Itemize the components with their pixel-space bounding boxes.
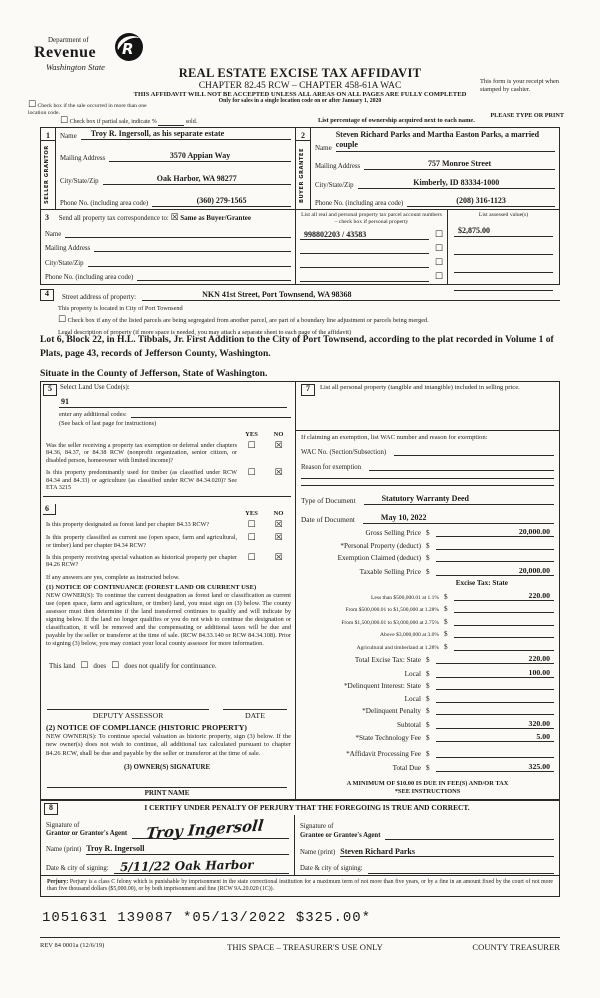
tax-column xyxy=(296,382,559,799)
same-as-buyer-checkbox[interactable]: ☒ xyxy=(170,213,179,223)
corr-mailing-field[interactable] xyxy=(94,243,291,252)
doc-date-label: Date of Document xyxy=(301,514,355,524)
q-exemption-no-checkbox[interactable]: ☒ xyxy=(274,440,283,451)
rate-tier4-field[interactable] xyxy=(454,629,554,638)
please-type-note: PLEASE TYPE OR PRINT xyxy=(490,112,564,119)
dollar-sign: $ xyxy=(426,750,430,759)
assessed-field-1[interactable]: $2,875.00 xyxy=(454,227,553,237)
party-row xyxy=(41,128,559,210)
additional-codes-label: enter any additional codes: xyxy=(59,410,127,418)
grantee-date-label: Date & city of signing: xyxy=(300,865,363,873)
taxable-price-field[interactable]: 20,000.00 xyxy=(436,566,554,576)
partial-sale-checkbox[interactable]: ☐ xyxy=(60,116,69,126)
personal-property-blank-area[interactable] xyxy=(301,396,554,430)
corr-city-field[interactable] xyxy=(88,258,291,267)
receipt-note: This form is your receipt when stamped by cashier. xyxy=(480,78,559,93)
buyer-city-field[interactable]: Kimberly, ID 83334-1000 xyxy=(358,179,555,189)
tech-fee-field[interactable]: 5.00 xyxy=(436,732,554,742)
wac-label: WAC No. (Section/Subsection) xyxy=(301,448,387,456)
parcel-field-1[interactable]: 998802203 / 43583 xyxy=(300,231,429,241)
doc-date-field[interactable]: May 10, 2022 xyxy=(363,514,554,524)
rate-tier3-label: From $1,500,000.01 to $3,000,000 at 2.75% xyxy=(341,619,439,626)
dollar-sign: $ xyxy=(426,720,430,729)
certify-text: I CERTIFY UNDER PENALTY OF PERJURY THAT THE FOREGOING IS TRUE AND CORRECT. xyxy=(144,803,470,812)
grantee-signature-column xyxy=(295,815,559,875)
does-not-qualify-checkbox[interactable]: ☐ xyxy=(111,660,120,671)
exemption-deduct-field[interactable] xyxy=(436,553,554,562)
total-excise-local-label: Local xyxy=(404,669,421,678)
certification-box xyxy=(40,800,560,897)
seller-name-field[interactable]: Troy R. Ingersoll, as his separate estate xyxy=(81,130,291,140)
see-back-note: (See back of last page for instructions) xyxy=(59,419,157,427)
corr-name-field[interactable] xyxy=(65,229,291,238)
grantor-signature-column xyxy=(41,815,295,875)
reason-field[interactable] xyxy=(369,462,554,471)
personal-property-label: List all personal property (tangible and intangible) included in selling price. xyxy=(320,384,520,391)
dollar-sign: $ xyxy=(426,669,430,678)
delinquent-penalty-field[interactable] xyxy=(436,706,554,715)
svg-text:R: R xyxy=(122,40,134,58)
corr-name-label: Name xyxy=(45,230,62,238)
section8-number: 8 xyxy=(44,803,58,815)
buyer-city-label: City/State/Zip xyxy=(315,181,354,189)
q-exemption-yes-checkbox[interactable]: ☐ xyxy=(247,440,256,451)
continuance-prefix: This land xyxy=(49,662,76,671)
grantor-date-field[interactable] xyxy=(114,857,289,875)
question-historical: Is this property receiving special valuation as historical property per chapter 84.26 RCW? xyxy=(46,553,237,569)
excise-tax-state-header: Excise Tax: State xyxy=(455,579,508,588)
exemption-deduct-label: Exemption Claimed (deduct) xyxy=(337,554,421,563)
partial-sale-percent-field[interactable] xyxy=(158,117,184,126)
buyer-number: 2 xyxy=(296,128,310,141)
taxable-price-label: Taxable Selling Price xyxy=(359,567,421,576)
buyer-rail xyxy=(296,128,311,209)
does-qualify-checkbox[interactable]: ☐ xyxy=(80,660,89,671)
subtotal-field[interactable]: 320.00 xyxy=(436,719,554,729)
question-timber: Is this property predominantly used for timber (as classified under RCW 84.34 and 84.33) or agriculture (as classified under RCW 84.34.020)? See ETA 3215 xyxy=(46,468,237,492)
assessed-field-2[interactable] xyxy=(454,246,553,255)
legal-description-label: Legal description of property (if more space is needed, you may attach a separate sheet to each page of the affidavit) xyxy=(58,328,352,336)
footer-rule xyxy=(40,937,560,938)
single-location-note: Only for sales in a single location code on or after January 1, 2020 xyxy=(218,98,382,104)
multi-location-label: Check box if the sale occurred in more than one location code. xyxy=(28,103,147,116)
corr-phone-field[interactable] xyxy=(137,272,291,281)
rate-tier2-label: From $500,000.01 to $1,500,000 at 1.28% xyxy=(345,607,439,614)
buyer-grantee-side-label: BUYER GRANTEE xyxy=(299,147,306,203)
subtotal-label: Subtotal xyxy=(397,720,421,729)
reason-extra-line-2[interactable] xyxy=(301,479,554,487)
notice2-title: (2) NOTICE OF COMPLIANCE (HISTORIC PROPERTY) xyxy=(46,722,247,732)
gross-price-label: Gross Selling Price xyxy=(365,529,421,538)
dollar-sign: $ xyxy=(426,682,430,691)
parcel-checkbox-3[interactable]: ☐ xyxy=(434,258,443,269)
multi-location-checkbox-row xyxy=(28,101,148,117)
dollar-sign: $ xyxy=(444,630,448,639)
legal-description: Lot 6, Block 22, in H.L. Tibbals, Jr. First Addition to the City of Port Townsend, according to the plat recorded in Volume 1 of Plats, page 43, records of Jefferson County, Washington. xyxy=(40,334,554,359)
minimum-due-note: A MINIMUM OF $10.00 IS DUE IN FEE(S) AND/OR TAX *SEE INSTRUCTIONS xyxy=(346,779,509,796)
seller-rail xyxy=(41,128,56,209)
rate-tier1-label: Less than $500,000.01 at 1.1% xyxy=(371,594,439,601)
parcel-checkbox-1[interactable]: ☐ xyxy=(434,230,443,241)
revenue-swirl-logo-icon xyxy=(112,32,146,69)
assessed-header: List assessed value(s) xyxy=(478,212,529,218)
wac-field[interactable] xyxy=(394,447,554,456)
correspondence-number: 3 xyxy=(45,213,49,222)
yes-header-5: YES xyxy=(245,430,258,438)
parcel-checkbox-2[interactable]: ☐ xyxy=(434,244,443,255)
form-rev-number: REV 84 0001a (12/6/19) xyxy=(40,942,105,949)
grantor-name-field[interactable]: Troy R. Ingersoll xyxy=(86,845,289,855)
doc-type-label: Type of Document xyxy=(301,495,356,505)
land-use-code-field[interactable]: 91 xyxy=(59,398,287,408)
buyer-phone-label: Phone No. (including area code) xyxy=(315,200,404,207)
section4-number: 4 xyxy=(40,289,54,301)
buyer-mailing-field[interactable]: 757 Monroe Street xyxy=(364,160,555,170)
parcel-header: List all real and personal property tax parcel account numbers – check box if personal property xyxy=(301,212,442,225)
seller-mailing-field[interactable]: 3570 Appian Way xyxy=(109,152,291,162)
total-excise-local-field[interactable]: 100.00 xyxy=(436,668,554,678)
total-excise-state-label: Total Excise Tax: State xyxy=(354,656,421,665)
dept-of-label: Department of xyxy=(48,36,89,44)
notice2-body: NEW OWNER(S): To continue special valuation as historic property, sign (3) below. If the new owner(s) does not wish to continue, all additional tax calculated pursuant to chapter 84.26 RCW, shall be due and payable by the seller or transferor at the time of sale. xyxy=(46,732,291,757)
dollar-sign: $ xyxy=(426,529,430,538)
q-forest-no-checkbox[interactable]: ☒ xyxy=(274,520,283,531)
processing-fee-label: *Affidavit Processing Fee xyxy=(346,750,421,759)
seller-name-label: Name xyxy=(60,131,77,140)
print-name-label: PRINT NAME xyxy=(144,789,190,797)
owner-signature-label: (3) OWNER(S) SIGNATURE xyxy=(124,764,210,771)
q-historical-no-checkbox[interactable]: ☒ xyxy=(274,552,283,563)
grantee-date-field[interactable] xyxy=(368,865,554,874)
dollar-sign: $ xyxy=(426,707,430,716)
continuance-suffix: does not qualify for continuance. xyxy=(124,662,217,671)
corr-mailing-label: Mailing Address xyxy=(45,245,91,252)
multi-location-checkbox[interactable]: ☐ xyxy=(28,100,37,110)
parcel-field-2[interactable] xyxy=(300,245,429,254)
seller-city-label: City/State/Zip xyxy=(60,177,99,185)
seller-mailing-label: Mailing Address xyxy=(60,155,106,163)
personal-deduct-label: *Personal Property (deduct) xyxy=(340,541,421,550)
grantee-name-print-label: Name (print) xyxy=(300,848,336,856)
correspondence-parcel-row xyxy=(41,210,559,284)
tech-fee-label: *State Technology Fee xyxy=(355,734,421,743)
dollar-sign: $ xyxy=(426,567,430,576)
dollar-sign: $ xyxy=(426,763,430,772)
delinquent-interest-local-label: Local xyxy=(404,694,421,703)
reason-extra-line-1[interactable] xyxy=(301,471,554,479)
street-address-field[interactable]: NKN 41st Street, Port Townsend, WA 98368 xyxy=(142,291,560,301)
delinquent-interest-local-field[interactable] xyxy=(436,694,554,703)
grantee-signature-field[interactable] xyxy=(385,831,554,840)
seller-phone-label: Phone No. (including area code) xyxy=(60,199,149,207)
deputy-date-label: DATE xyxy=(245,710,265,720)
located-note: This property is located in City of Port Townsend xyxy=(58,304,183,312)
section7-number: 7 xyxy=(301,384,315,396)
dollar-sign: $ xyxy=(426,656,430,665)
notice1-title: (1) NOTICE OF CONTINUANCE (FOREST LAND OR CURRENT USE) xyxy=(46,584,257,592)
dollar-sign: $ xyxy=(426,734,430,743)
section6 xyxy=(43,496,291,569)
delinquent-interest-state-label: *Delinquent Interest: State xyxy=(343,682,421,691)
partial-sale-checkbox-row xyxy=(60,117,197,126)
parcel-field-4[interactable] xyxy=(300,273,429,282)
form-title-block xyxy=(110,66,490,104)
classification-tax-box xyxy=(40,381,560,800)
segregated-checkbox[interactable]: ☐ xyxy=(58,314,67,325)
party-info-box xyxy=(40,127,560,285)
exemption-intro: If claiming an exemption, list WAC number and reason for exemption: xyxy=(301,433,488,441)
question-exemption: Was the seller receiving a property tax exemption or deferral under chapters 84.36, 84.37, or 84.38 RCW (nonprofit organization, senior citizen, or disabled person, homeowner with limited income)? xyxy=(46,441,237,465)
personal-deduct-field[interactable] xyxy=(436,541,554,550)
reason-label: Reason for exemption xyxy=(301,463,362,471)
correspondence-intro: Send all property tax correspondence to: xyxy=(58,215,169,222)
deputy-assessor-row xyxy=(47,709,287,720)
rate-tier4-label: Above $3,000,000 at 3.0% xyxy=(380,632,439,639)
rate-tier2-field[interactable] xyxy=(454,604,554,613)
yes-header-6: YES xyxy=(245,510,258,518)
gross-price-field[interactable]: 20,000.00 xyxy=(436,527,554,537)
grantor-date-handwriting: 5/11/22 Oak Harbor xyxy=(119,857,254,875)
question-forest-land: Is this property designated as forest land per chapter 84.33 RCW? xyxy=(46,521,210,529)
same-as-buyer-label: Same as Buyer/Grantee xyxy=(180,214,251,222)
seller-number: 1 xyxy=(41,128,55,141)
form-title: REAL ESTATE EXCISE TAX AFFIDAVIT xyxy=(178,66,422,80)
grantor-date-label: Date & city of signing: xyxy=(46,865,109,873)
corr-city-label: City/State/Zip xyxy=(45,259,84,267)
property-address-section xyxy=(40,289,560,336)
segregated-note: Check box if any of the listed parcels are being segregated from another parcel, are part of a boundary line adjustment or parcels being merged. xyxy=(67,316,429,324)
dollar-sign: $ xyxy=(426,554,430,563)
total-due-label: Total Due xyxy=(392,763,421,772)
buyer-section xyxy=(296,128,559,209)
no-header-6: NO xyxy=(273,510,284,518)
doc-type-field[interactable]: Statutory Warranty Deed xyxy=(364,495,554,505)
delinquent-penalty-label: *Delinquent Penalty xyxy=(362,707,421,716)
continuance-line xyxy=(49,662,291,671)
section6-number: 6 xyxy=(43,504,56,515)
total-excise-state-field[interactable]: 220.00 xyxy=(436,654,554,664)
dollar-sign: $ xyxy=(444,605,448,614)
rate-agricultural-label: Agricultural and timberland at 1.28% xyxy=(356,644,439,651)
grantor-signature: Troy Ingersoll xyxy=(145,816,265,843)
grantor-name-print-label: Name (print) xyxy=(46,846,82,854)
additional-codes-field[interactable] xyxy=(131,409,291,418)
q-timber-yes-checkbox[interactable]: ☐ xyxy=(247,467,256,478)
rate-tier1-field[interactable]: 220.00 xyxy=(454,591,554,601)
does-label: does xyxy=(93,662,107,671)
treasurer-space-note: THIS SPACE – TREASURER'S USE ONLY xyxy=(227,942,383,952)
dollar-sign: $ xyxy=(426,541,430,550)
rate-tier3-field[interactable] xyxy=(454,617,554,626)
street-address-label: Street address of property: xyxy=(62,292,137,301)
washington-state-label: Washington State xyxy=(46,62,105,72)
cashier-stamp: 1051631 139087 *05/13/2022 $325.00* xyxy=(42,910,372,926)
parcel-field-3[interactable] xyxy=(300,259,429,268)
seller-city-field[interactable]: Oak Harbor, WA 98277 xyxy=(103,175,291,185)
q-currentuse-no-checkbox[interactable]: ☒ xyxy=(274,533,283,544)
county-treasurer-label: COUNTY TREASURER xyxy=(472,942,560,952)
seller-phone-field[interactable]: (360) 279-1565 xyxy=(152,197,291,207)
dollar-sign: $ xyxy=(426,694,430,703)
total-due-field[interactable]: 325.00 xyxy=(436,762,554,772)
partial-sale-sold-label: sold. xyxy=(185,119,198,125)
notice1-body: NEW OWNER(S): To continue the current designation as forest land or classification as current use (open space, farm and agriculture, or timber) land, you must sign on (3) below. The county assessor must then determine if the land transferred continues to qualify and will indicate by signing below. If the land no longer qualifies or you do not wish to continue the designation or classification, it will be removed and the compensating or additional taxes will be due and payable by the seller or transferor at the time of sale. (RCW 84.33.140 or RCW 84.34.108). Prior to signing (3) below, you may contact your local county assessor for more information. xyxy=(46,592,291,647)
partial-sale-label: Check box if partial sale, indicate % xyxy=(69,119,157,125)
deputy-assessor-label: DEPUTY ASSESSOR xyxy=(92,710,164,720)
q-timber-no-checkbox[interactable]: ☒ xyxy=(274,467,283,478)
processing-fee-field[interactable] xyxy=(436,749,554,758)
seller-grantor-side-label: SELLER GRANTOR xyxy=(44,145,51,205)
grantor-sig-label: Signature of Grantor or Grantor's Agent xyxy=(46,821,128,838)
footer-row xyxy=(40,942,560,952)
grantee-name-field[interactable]: Steven Richard Parks xyxy=(340,848,554,858)
buyer-phone-field[interactable]: (208) 316-1123 xyxy=(407,197,555,207)
assessed-field-3[interactable] xyxy=(454,264,553,273)
situate-line: Situate in the County of Jefferson, State of Washington. xyxy=(40,368,268,379)
parcel-section xyxy=(296,210,559,284)
grantor-signature-field[interactable] xyxy=(132,816,289,843)
revenue-label: Revenue xyxy=(34,44,97,61)
q-currentuse-yes-checkbox[interactable]: ☐ xyxy=(247,533,256,544)
q-historical-yes-checkbox[interactable]: ☐ xyxy=(247,552,256,563)
dollar-sign: $ xyxy=(444,592,448,601)
rate-agricultural-field[interactable] xyxy=(454,642,554,651)
buyer-mailing-label: Mailing Address xyxy=(315,163,361,171)
if-yes-note: If any answers are yes, complete as instructed below. xyxy=(46,574,180,582)
parcel-checkbox-4[interactable]: ☐ xyxy=(434,271,443,282)
agency-logo xyxy=(34,36,134,72)
perjury-clause: Perjury: Perjury is a class C felony which is punishable by imprisonment in the state correctional institution for a maximum term of not more than five years, or by a fine in an amount fixed by the court of not more than five thousand dollars ($5,000.00), or by both imprisonment and fine (RCW 9A.20.020 (1C)). xyxy=(41,875,559,896)
buyer-name-label: Name xyxy=(315,143,332,152)
correspondence-section xyxy=(41,210,296,284)
dollar-sign: $ xyxy=(444,642,448,651)
grantee-sig-label: Signature of Grantee or Grantee's Agent xyxy=(300,823,381,839)
corr-phone-label: Phone No. (including area code) xyxy=(45,274,134,281)
buyer-name-field[interactable]: Steven Richard Parks and Martha Easton Parks, a married couple xyxy=(336,130,555,152)
land-use-column xyxy=(41,382,296,799)
form-warning: THIS AFFIDAVIT WILL NOT BE ACCEPTED UNLESS ALL AREAS ON ALL PAGES ARE FULLY COMPLETED xyxy=(133,91,467,98)
no-header-5: NO xyxy=(273,430,284,438)
section5-number: 5 xyxy=(43,384,57,396)
form-chapter: CHAPTER 82.45 RCW – CHAPTER 458-61A WAC xyxy=(198,81,402,91)
q-forest-yes-checkbox[interactable]: ☐ xyxy=(247,520,256,531)
dollar-sign: $ xyxy=(444,617,448,626)
ownership-note: List percentage of ownership acquired next to each name. xyxy=(318,117,475,124)
question-current-use: Is this property classified as current use (open space, farm and agricultural, or timber) land per chapter 84.34 RCW? xyxy=(46,534,237,549)
delinquent-interest-state-field[interactable] xyxy=(436,681,554,690)
seller-section xyxy=(41,128,296,209)
land-use-label: Select Land Use Code(s): xyxy=(60,384,130,391)
